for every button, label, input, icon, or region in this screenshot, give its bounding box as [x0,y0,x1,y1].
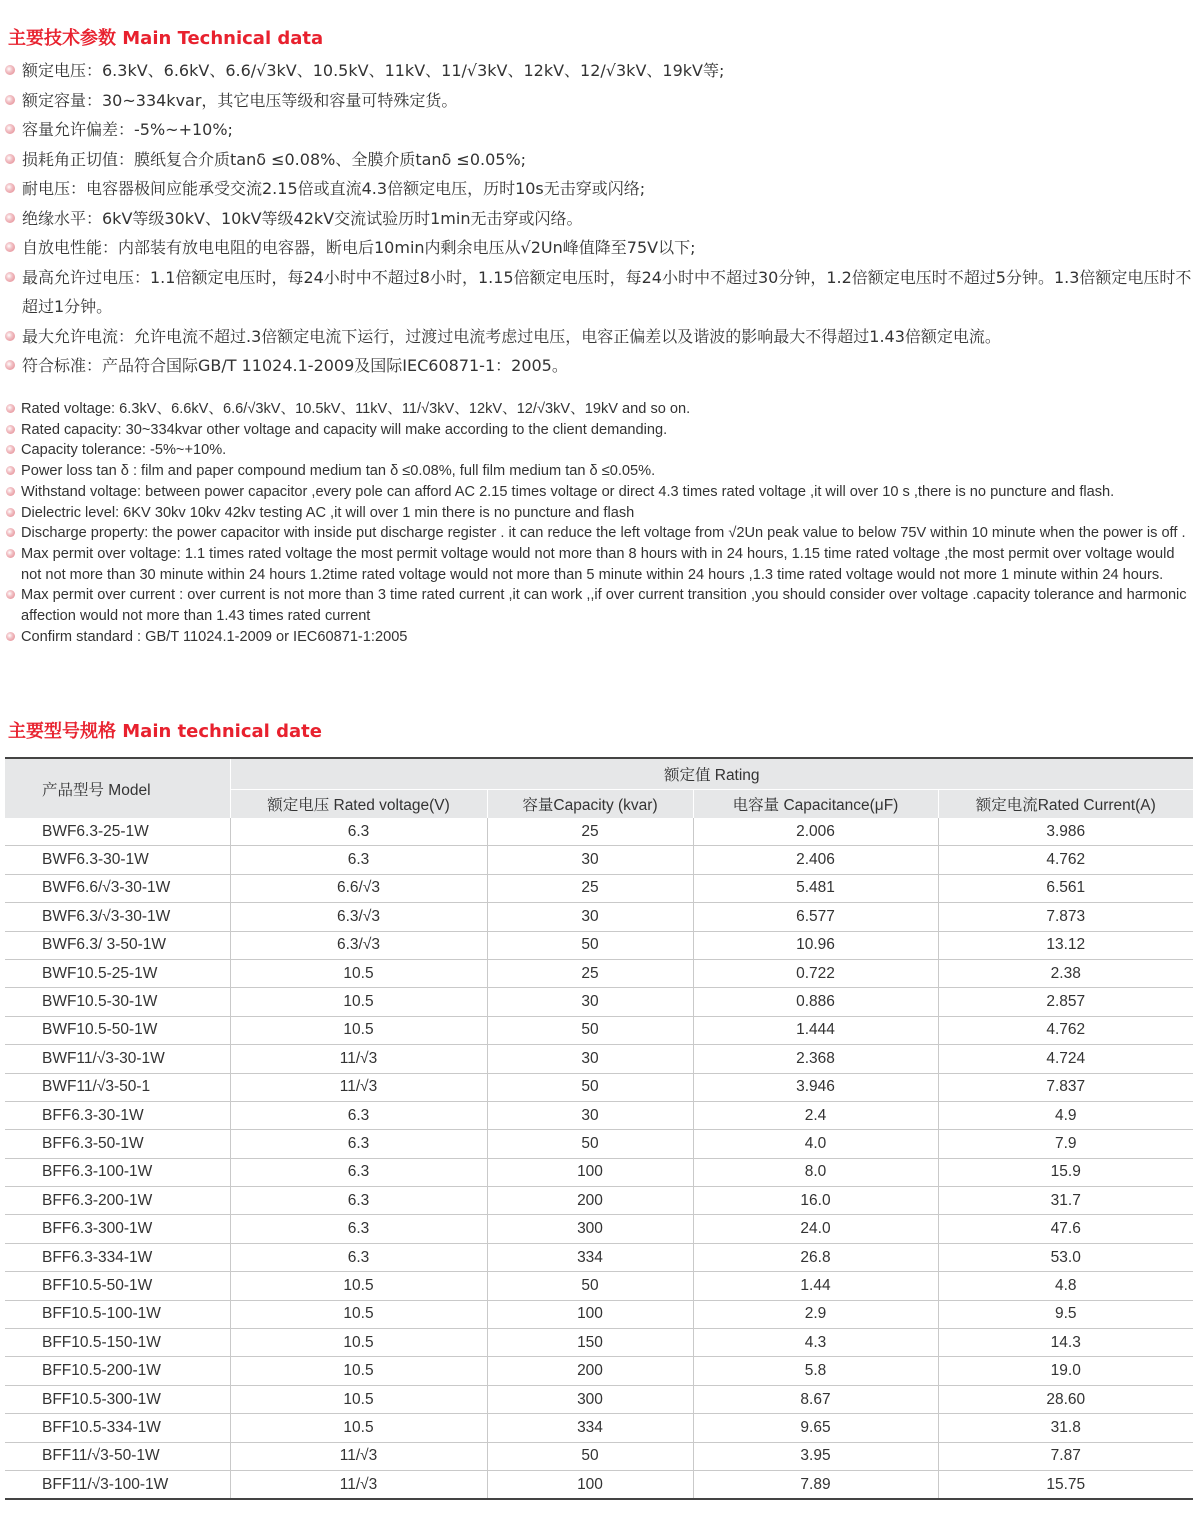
cell-capacity: 30 [487,903,693,931]
cell-current: 47.6 [938,1215,1193,1243]
cell-voltage: 10.5 [230,959,487,987]
table-row [5,1385,1193,1413]
cell-voltage: 6.3 [230,1101,487,1129]
cell-capacitance: 5.481 [693,874,938,902]
cell-voltage: 10.5 [230,1272,487,1300]
bullet-dot-icon [6,632,15,641]
table-row [5,988,1193,1016]
cell-capacity: 100 [487,1158,693,1186]
list-item [0,322,1196,352]
cell-voltage: 6.3 [230,846,487,874]
cell-current: 4.762 [938,1016,1193,1044]
list-item-text: 容量允许偏差：-5%~+10%; [22,120,233,139]
en-spec-list [0,399,1196,647]
cell-voltage: 6.3 [230,1158,487,1186]
table-row [5,931,1193,959]
cell-current: 2.38 [938,959,1193,987]
bullet-dot-icon [6,508,15,517]
table-row [5,874,1193,902]
cell-capacitance: 0.722 [693,959,938,987]
cell-current: 31.8 [938,1414,1193,1442]
cell-capacity: 150 [487,1329,693,1357]
cell-capacitance: 16.0 [693,1187,938,1215]
cell-model: BFF10.5-200-1W [5,1357,230,1385]
cell-current: 14.3 [938,1329,1193,1357]
bullet-dot-icon [6,590,15,599]
list-item-text: 额定电压：6.3kV、6.6kV、6.6/√3kV、10.5kV、11kV、11/√3kV、12kV、12/√3kV、19kV等; [22,61,725,80]
cell-voltage: 6.3 [230,1243,487,1271]
cell-capacity: 200 [487,1187,693,1215]
cell-capacity: 334 [487,1243,693,1271]
list-item [0,544,1196,585]
cell-current: 31.7 [938,1187,1193,1215]
cell-current: 3.986 [938,818,1193,846]
table-row [5,1130,1193,1158]
cell-capacitance: 8.0 [693,1158,938,1186]
cell-capacitance: 6.577 [693,903,938,931]
cell-capacity: 334 [487,1414,693,1442]
list-item [0,420,1196,441]
section-title-technical-data: 主要技术参数 Main Technical data [8,28,324,49]
cell-voltage: 10.5 [230,1357,487,1385]
cell-voltage: 6.3 [230,1130,487,1158]
list-item-text: 最高允许过电压：1.1倍额定电压时，每24小时中不超过8小时，1.15倍额定电压时，每24小时中不超过30分钟，1.2倍额定电压时不超过5分钟。1.3倍额定电压时不超过1分钟。 [22,267,1192,316]
table-row [5,1016,1193,1044]
list-item-text: 耐电压：电容器极间应能承受交流2.15倍或直流4.3倍额定电压，历时10s无击穿或闪络; [22,179,646,198]
list-item [0,523,1196,544]
cell-capacity: 50 [487,1272,693,1300]
list-item [0,263,1196,322]
cell-capacity: 50 [487,931,693,959]
bullet-dot-icon [5,360,15,370]
cell-capacitance: 0.886 [693,988,938,1016]
cell-capacitance: 2.4 [693,1101,938,1129]
section-title-model-specs: 主要型号规格 Main technical date [8,721,322,742]
cell-voltage: 10.5 [230,1300,487,1328]
list-item [0,461,1196,482]
table-row [5,1414,1193,1442]
table-row [5,1158,1193,1186]
list-item-text: Confirm standard : GB/T 11024.1-2009 or IEC60871-1:2005 [21,628,408,645]
cell-capacitance: 10.96 [693,931,938,959]
bullet-dot-icon [5,242,15,252]
cell-capacity: 50 [487,1130,693,1158]
cell-capacity: 25 [487,874,693,902]
cell-capacitance: 1.444 [693,1016,938,1044]
cell-capacity: 300 [487,1215,693,1243]
table-row [5,1272,1193,1300]
cell-model: BFF11/√3-50-1W [5,1442,230,1470]
cell-capacity: 200 [487,1357,693,1385]
list-item-text: 损耗角正切值：膜纸复合介质tanδ ≤0.08%、全膜介质tanδ ≤0.05%; [22,149,527,169]
cell-capacitance: 2.406 [693,846,938,874]
cell-voltage: 10.5 [230,1329,487,1357]
header-rating: 额定值 Rating [230,758,1193,790]
list-item [0,145,1196,175]
cell-model: BWF6.3-25-1W [5,818,230,846]
table-row [5,1442,1193,1470]
table-row [5,1243,1193,1271]
cell-current: 9.5 [938,1300,1193,1328]
cell-capacity: 50 [487,1073,693,1101]
list-item-text: Withstand voltage: between power capacitor ,every pole can afford AC 2.15 times voltage or direct 4.3 times rated voltage ,it will over 10 s ,there is no puncture and flash. [21,483,1115,500]
cell-current: 15.75 [938,1470,1193,1499]
table-row [5,1300,1193,1328]
cell-current: 7.87 [938,1442,1193,1470]
list-item-text: 最大允许电流：允许电流不超过.3倍额定电流下运行，过渡过电流考虑过电压，电容正偏差以及谐波的影响最大不得超过1.43倍额定电流。 [22,326,1001,346]
list-item [0,233,1196,263]
cell-capacitance: 26.8 [693,1243,938,1271]
cell-capacity: 100 [487,1470,693,1499]
table-row [5,903,1193,931]
cell-model: BFF6.3-50-1W [5,1130,230,1158]
header-capacitance: 电容量 Capacitance(μF) [693,790,938,819]
list-item-text: Power loss tan δ : film and paper compound medium tan δ ≤0.08%, full film medium tan δ ≤0.05%. [21,463,656,480]
list-item [0,482,1196,503]
header-model: 产品型号 Model [5,758,230,818]
list-item-text: Max permit over voltage: 1.1 times rated voltage the most permit voltage would not more than 8 hours with in 24 hours, 1.15 time rated voltage ,the most permit over voltage would not not more than 30 minute within 24 hours 1.2time rated voltage would not more than 5 minute within 24 hours ,1.3 time rated voltage would not more 1 minute within 24 hours. [21,545,1175,583]
list-item [0,351,1196,381]
cell-capacitance: 5.8 [693,1357,938,1385]
cell-capacity: 50 [487,1442,693,1470]
cell-model: BWF6.3/√3-30-1W [5,903,230,931]
list-item [0,115,1196,145]
cell-current: 19.0 [938,1357,1193,1385]
list-item-text: 符合标准：产品符合国际GB/T 11024.1-2009及国际IEC60871-1：2005。 [22,356,568,375]
cell-voltage: 10.5 [230,988,487,1016]
header-current: 额定电流Rated Current(A) [938,790,1193,819]
cell-model: BWF11/√3-30-1W [5,1045,230,1073]
cell-voltage: 10.5 [230,1414,487,1442]
table-row [5,1329,1193,1357]
cell-capacitance: 1.44 [693,1272,938,1300]
cell-model: BWF10.5-30-1W [5,988,230,1016]
cell-capacity: 30 [487,846,693,874]
table-row [5,818,1193,846]
cell-capacity: 300 [487,1385,693,1413]
bullet-dot-icon [5,272,15,282]
cell-capacitance: 2.9 [693,1300,938,1328]
list-item-text: 绝缘水平：6kV等级30kV、10kV等级42kV交流试验历时1min无击穿或闪络。 [22,208,583,228]
cell-model: BFF10.5-334-1W [5,1414,230,1442]
cell-capacitance: 2.006 [693,818,938,846]
bullet-dot-icon [6,404,15,413]
cell-capacity: 25 [487,959,693,987]
cell-voltage: 6.3 [230,1215,487,1243]
table-row [5,1470,1193,1499]
cell-current: 53.0 [938,1243,1193,1271]
list-item-text: 额定容量：30~334kvar，其它电压等级和容量可特殊定货。 [22,90,458,110]
cell-model: BFF10.5-150-1W [5,1329,230,1357]
spec-table [5,757,1193,1500]
table-row [5,1045,1193,1073]
cell-model: BFF6.3-100-1W [5,1158,230,1186]
cell-model: BFF6.3-300-1W [5,1215,230,1243]
list-item-text: Rated voltage: 6.3kV、6.6kV、6.6/√3kV、10.5kV、11kV、11/√3kV、12kV、12/√3kV、19kV and so on. [21,401,691,417]
cell-current: 7.873 [938,903,1193,931]
list-item [0,585,1196,626]
cell-voltage: 11/√3 [230,1045,487,1073]
table-row [5,1073,1193,1101]
bullet-dot-icon [6,487,15,496]
table-row [5,1215,1193,1243]
cell-model: BWF10.5-25-1W [5,959,230,987]
list-item [0,86,1196,116]
bullet-dot-icon [5,154,15,164]
cn-spec-list [0,56,1196,381]
list-item [0,503,1196,524]
cell-capacitance: 2.368 [693,1045,938,1073]
list-item-text: 自放电性能：内部装有放电电阻的电容器，断电后10min内剩余电压从√2Un峰值降至75V以下; [22,238,696,257]
cell-voltage: 10.5 [230,1385,487,1413]
cell-capacity: 50 [487,1016,693,1044]
cell-capacitance: 7.89 [693,1470,938,1499]
list-item-text: Max permit over current : over current is not more than 3 time rated current ,it can work ,,if over current transition ,you should consider over voltage .capacity tolerance and harmonic affection would not more than 1.43 times rated current [21,587,1187,625]
cell-capacity: 100 [487,1300,693,1328]
cell-capacity: 25 [487,818,693,846]
cell-voltage: 11/√3 [230,1442,487,1470]
cell-voltage: 10.5 [230,1016,487,1044]
cell-model: BFF10.5-300-1W [5,1385,230,1413]
cell-capacitance: 24.0 [693,1215,938,1243]
cell-model: BFF11/√3-100-1W [5,1470,230,1499]
cell-current: 4.8 [938,1272,1193,1300]
list-item [0,440,1196,461]
cell-model: BWF6.3/ 3-50-1W [5,931,230,959]
list-item-text: Rated capacity: 30~334kvar other voltage and capacity will make according to the client demanding. [21,421,668,438]
list-item-text: Capacity tolerance: -5%~+10%. [21,442,227,459]
list-item [0,174,1196,204]
table-row [5,1357,1193,1385]
cell-voltage: 11/√3 [230,1073,487,1101]
cell-voltage: 6.3 [230,818,487,846]
cell-capacity: 30 [487,988,693,1016]
cell-model: BFF6.3-334-1W [5,1243,230,1271]
cell-model: BWF11/√3-50-1 [5,1073,230,1101]
cell-capacitance: 4.0 [693,1130,938,1158]
list-item [0,56,1196,86]
cell-current: 7.9 [938,1130,1193,1158]
bullet-dot-icon [6,466,15,475]
cell-model: BWF6.3-30-1W [5,846,230,874]
bullet-dot-icon [5,183,15,193]
bullet-dot-icon [6,445,15,454]
cell-current: 15.9 [938,1158,1193,1186]
bullet-dot-icon [5,65,15,75]
cell-current: 28.60 [938,1385,1193,1413]
bullet-dot-icon [6,528,15,537]
table-row [5,1187,1193,1215]
list-item [0,627,1196,648]
bullet-dot-icon [5,213,15,223]
table-body [5,818,1193,1499]
cell-current: 4.9 [938,1101,1193,1129]
list-item-text: Discharge property: the power capacitor with inside put discharge register . it can reduce the left voltage from √2Un peak value to below 75V within 10 minute when the power is off . [21,525,1186,542]
cell-capacitance: 3.95 [693,1442,938,1470]
cell-voltage: 6.3/√3 [230,903,487,931]
list-item [0,399,1196,420]
cell-capacitance: 3.946 [693,1073,938,1101]
cell-model: BWF6.6/√3-30-1W [5,874,230,902]
cell-current: 13.12 [938,931,1193,959]
cell-current: 4.762 [938,846,1193,874]
bullet-dot-icon [6,425,15,434]
cell-current: 4.724 [938,1045,1193,1073]
cell-capacitance: 8.67 [693,1385,938,1413]
cell-current: 6.561 [938,874,1193,902]
cell-voltage: 6.6/√3 [230,874,487,902]
header-capacity: 容量Capacity (kvar) [487,790,693,819]
table-row [5,959,1193,987]
bullet-dot-icon [5,331,15,341]
cell-capacitance: 9.65 [693,1414,938,1442]
cell-current: 2.857 [938,988,1193,1016]
bullet-dot-icon [5,124,15,134]
table-row [5,846,1193,874]
cell-capacity: 30 [487,1045,693,1073]
cell-model: BFF10.5-100-1W [5,1300,230,1328]
bullet-dot-icon [5,95,15,105]
cell-current: 7.837 [938,1073,1193,1101]
cell-model: BFF6.3-30-1W [5,1101,230,1129]
list-item-text: Dielectric level: 6KV 30kv 10kv 42kv testing AC ,it will over 1 min there is no puncture and flash [21,504,635,521]
cell-model: BWF10.5-50-1W [5,1016,230,1044]
cell-capacitance: 4.3 [693,1329,938,1357]
cell-voltage: 11/√3 [230,1470,487,1499]
header-voltage: 额定电压 Rated voltage(V) [230,790,487,819]
list-item [0,204,1196,234]
cell-model: BFF10.5-50-1W [5,1272,230,1300]
cell-capacity: 30 [487,1101,693,1129]
bullet-dot-icon [6,549,15,558]
cell-model: BFF6.3-200-1W [5,1187,230,1215]
cell-voltage: 6.3 [230,1187,487,1215]
cell-voltage: 6.3/√3 [230,931,487,959]
table-row [5,1101,1193,1129]
